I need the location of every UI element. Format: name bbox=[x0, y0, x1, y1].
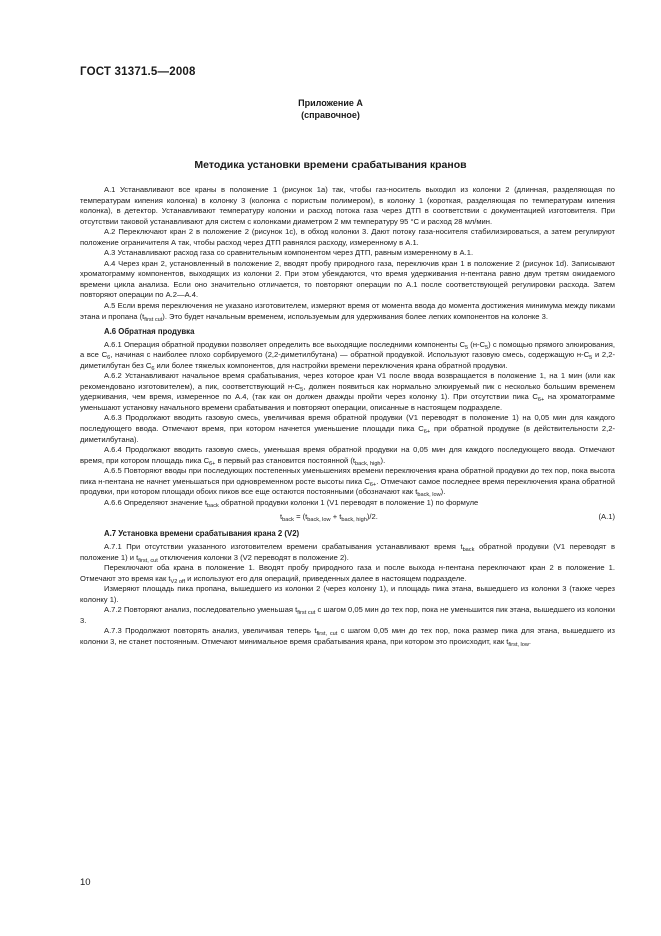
section-a7-heading: А.7 Установка времени срабатывания крана 2 (V2) bbox=[104, 529, 300, 539]
paragraph-a5: А.5 Если время переключения не указано изготовителем, измеряют время от момента ввода до момента достижения минимума между пиками этана и пропана $(t_{first cut})$. Это будет начальным временем, используемым для удерживания более легких компонентов на колонке 3. bbox=[80, 301, 615, 323]
appendix-title: Приложение А bbox=[298, 98, 363, 108]
paragraph-a7-1-measure: Измеряют площадь пика пропана, вышедшего из колонки 2 (через колонку 1), и площадь пика этана, вышедшего из колонки 3 (также через колонку 1). bbox=[80, 584, 615, 604]
section-title: Методика установки времени срабатывания кранов bbox=[194, 159, 467, 171]
paragraph-a7-1-continued: Переключают оба крана в положение 1. Вводят пробу природного газа и после выхода н-пентана переключают кран 2 в положение 1. Отмечают это время как $t_{V2 off}$ и используют его для операций, приведенных далее в настоящем подразделе. bbox=[80, 563, 615, 585]
appendix-type: (справочное) bbox=[301, 110, 360, 120]
document-body bbox=[80, 185, 615, 647]
formula-number: (А.1) bbox=[598, 512, 615, 522]
formula-expression: $t_{back} = (t_{back, low} + t_{back, high})/2$. bbox=[280, 512, 378, 524]
paragraph-a1: А.1 Устанавливают все краны в положение 1 (рисунок 1а) так, чтобы газ-носитель выходил из колонки 2 (длинная, разделяющая по температурам кипения колонка) в колонку 3 (колонка с пористым полимером), в колонку 1 (короткая, разделяющая по температурам кипения колонка), в детектор. Устанавливают температуру колонки и расход потока газа через ДТП в соответствии с документацией изготовителя. При отсутствии таковой устанавливают для систем с колонками диаметром 2 мм температуру 95 °С и расход 28 мл/мин. bbox=[80, 185, 615, 226]
paragraph-a7-2: А.7.2 Повторяют анализ, последовательно уменьшая $t_{first cut}$ с шагом 0,05 мин до тех пор, пока не уменьшится пик этана, вышедшего из колонки 3. bbox=[80, 605, 615, 625]
paragraph-a6-4: А.6.4 Продолжают вводить газовую смесь, уменьшая время обратной продувки на 0,05 мин для каждого последующего ввода. Отмечают время, при котором площадь пика $С_{6+}$ в первый раз становится постоянной $(t_{back, high})$. bbox=[80, 445, 615, 467]
paragraph-a7-3: А.7.3 Продолжают повторять анализ, увеличивая теперь $t_{first, cut}$ с шагом 0,05 мин до тех пор, пока размер пика для этана, вышедшего из колонки 3, не станет постоянным. Отмечают минимальное время срабатывания крана, при котором это происходит, как $t_{first, low}$. bbox=[80, 626, 615, 648]
paragraph-a7-1: А.7.1 При отсутствии указанного изготовителем времени срабатывания устанавливают время $t_{back}$ обратной продувки (V1 переводят в положение 1) и $t_{first, cut}$ отключения колонки 3 (V2 переводят в положение 2). bbox=[80, 541, 615, 564]
paragraph-a6-5: А.6.5 Повторяют вводы при последующих постепенных уменьшениях времени переключения крана обратной продувки до тех пор, пока высота пика н-пентана не начнет уменьшаться при одновременном росте высоты пика $С_{6+}$. Отмечают самое последнее время переключения крана обратной продувки, при котором площади обоих пиков все еще остаются постоянными (обозначают как $t_{back, low}$). bbox=[80, 466, 615, 499]
paragraph-a4: А.4 Через кран 2, установленный в положение 2, вводят пробу природного газа, переключив кран 1 в положение 2 (рисунок 1d). Записывают хроматограмму компонентов, выходящих из колонки 2. При этом убеждаются, что время удерживания н-пентана равно двум третям ожидаемого времени цикла анализа. Если оно значительно отличается, то повторяют операции по А.1 после соответствующей регулировки расхода. Затем повторяют операции по А.2—А.4. bbox=[80, 258, 615, 300]
paragraph-a3: А.3 Устанавливают расход газа со сравнительным компонентом через ДТП, равным измеренному в А.1. bbox=[104, 248, 474, 258]
paragraph-a6-1: А.6.1 Операция обратной продувки позволяет определить все выходящие последними компоненты $С_5$ $(н-С_5)$ с помощью прямого элюирования, а все $С_6$, начиная с наиболее плохо сорбируемого (2,2-диметилбутана) — обратной продувкой. Используют газовую смесь, содержащую $н-С_5$ и 2,2-диметилбутан без $С_6$ или более тяжелых компонентов, для настройки времени переключения крана обратной продувки. bbox=[80, 339, 616, 372]
paragraph-a6-6: А.6.6 Определяют значение $t_{back}$ обратной продувки колонки 1 (V1 переводят в положение 1) по формуле bbox=[104, 497, 479, 509]
page-number: 10 bbox=[80, 877, 91, 888]
formula-a1 bbox=[80, 510, 615, 524]
paragraph-a2: А.2 Переключают кран 2 в положение 2 (рисунок 1с), в обход колонки 3. Дают потоку газа-носителя стабилизироваться, а затем регулируют положение ограничителя А так, чтобы расход через ДТП равнялся расходу, измеренному в А.1. bbox=[80, 227, 615, 247]
section-a6-heading: А.6 Обратная продувка bbox=[104, 327, 195, 337]
paragraph-a6-2: А.6.2 Устанавливают начальное время срабатывания, через которое кран V1 после ввода возвращается в положение 1, на 1 мин (или как рекомендовано изготовителем), а пик, соответствующий $н-С_5$, должен появиться как нормально элюируемый пик с несколько большим временем удерживания, чем время, измеренное по А.4, (так как он должен дважды пройти через колонку 1). При отсутствии пика $С_{6+}$ на хроматограмме уменьшают установку начального времени срабатывания и повторяют операции, описанные в настоящем подразделе. bbox=[80, 371, 615, 412]
standard-header: ГОСТ 31371.5—2008 bbox=[80, 66, 196, 78]
paragraph-a6-3: А.6.3 Продолжают вводить газовую смесь, увеличивая время обратной продувки (V1 переводят в положение 1) на 0,05 мин для каждого последующего ввода. Отмечают время, при котором начнется уменьшение площади пика $С_{6+}$ при обратной продувке (в действительности 2,2-диметилбутана). bbox=[80, 413, 615, 444]
